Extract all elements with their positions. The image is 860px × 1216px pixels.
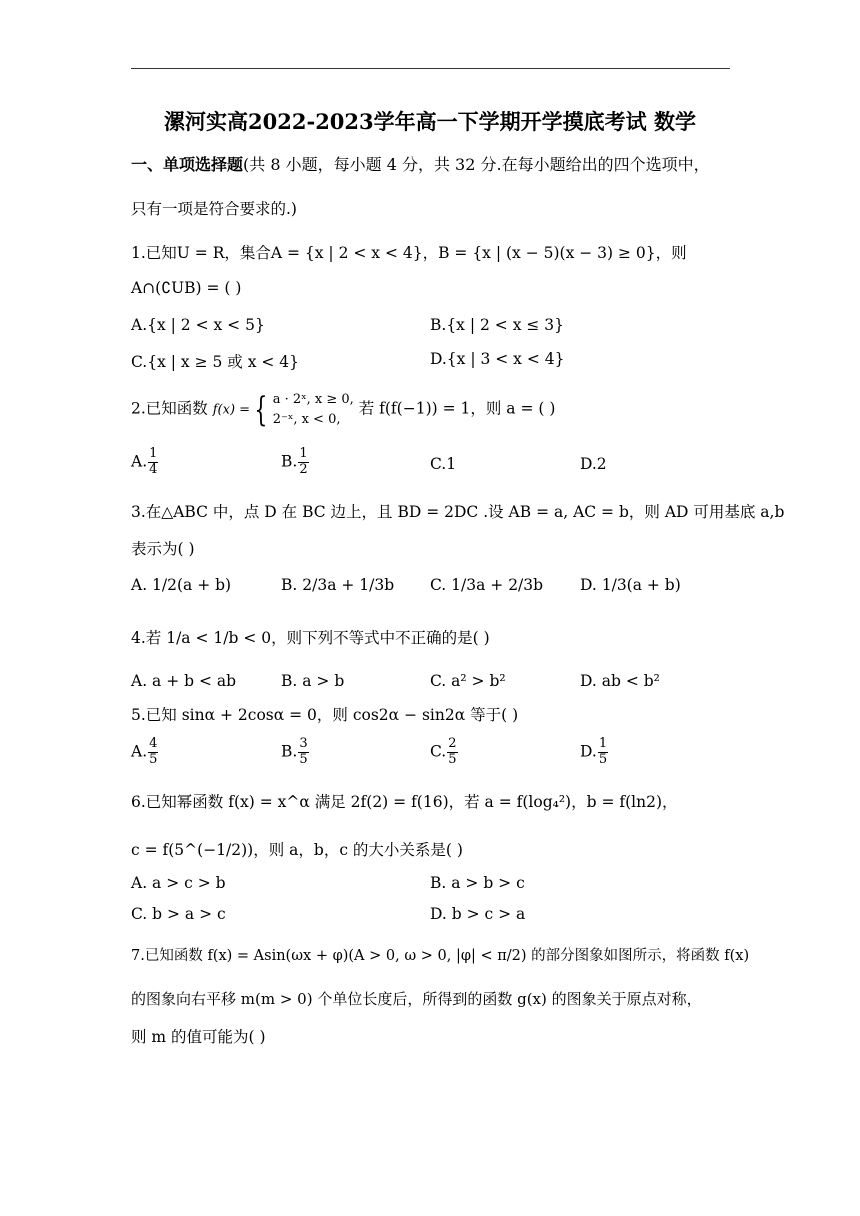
section-heading [131, 152, 710, 175]
q4-option-d: D. ab < b² [580, 672, 660, 690]
q5-option-b: B. $\frac{3}{5}$ [281, 736, 308, 767]
q6-option-b: B. a > b > c [430, 874, 525, 892]
q1-option-d: D.{x | 3 < x < 4} [430, 350, 565, 368]
page-title: 漯河实高2022-2023学年高一下学期开学摸底考试 数学 [164, 109, 696, 134]
q1-stem: 1.已知U = R，集合A = {x | 2 < x < 4}，B = {x | (x − 5)(x − 3) ≥ 0}，则 [131, 244, 687, 262]
q4-option-a: A. a + b < ab [131, 672, 237, 690]
q3-option-a: A. 1/2(a + b) [131, 576, 232, 594]
section-note: (共 8 小题，每小题 4 分，共 32 分.在每小题给出的四个选项中， [243, 155, 710, 174]
q2-option-a: A. $\frac{1}{4}$ [131, 446, 158, 477]
q4-stem: 4.若 1/a < 1/b < 0，则下列不等式中不正确的是( ) [131, 629, 490, 647]
q5-stem: 5.已知 sinα + 2cosα = 0，则 cos2α − sin2α 等于( ) [131, 706, 519, 724]
q3-option-c: C. 1/3a + 2/3b [430, 576, 544, 594]
q3-stem-cont: 表示为( ) [131, 540, 195, 558]
q6-option-a: A. a > c > b [131, 874, 226, 892]
section-title: 一、单项选择题 [131, 155, 244, 174]
q5-option-a: A. $\frac{4}{5}$ [131, 736, 158, 767]
q5-option-d: D. $\frac{1}{5}$ [580, 736, 608, 767]
q4-option-c: C. a² > b² [430, 672, 506, 690]
q3-option-d: D. 1/3(a + b) [580, 576, 681, 594]
section-note-cont: 只有一项是符合要求的.) [131, 200, 297, 218]
q3-stem: 3.在△ABC 中，点 D 在 BC 边上，且 BD = 2DC .设 AB = a, AC = b，则 AD 可用基底 a,b [131, 503, 785, 521]
q2-brace: { [254, 389, 268, 430]
q2-suffix: 若 f(f(−1)) = 1，则 a = ( ) [358, 399, 556, 418]
q2-case-1: a · 2ˣ, x ≥ 0, [272, 392, 354, 407]
q7-stem-cont: 的图象向右平移 m(m > 0) 个单位长度后，所得到的函数 g(x) 的图象关于原点对称， [131, 990, 702, 1008]
q6-option-d: D. b > c > a [430, 905, 526, 923]
q2-fx: f(x) = [212, 402, 251, 418]
q2-stem [131, 390, 555, 429]
q6-stem-cont: c = f(5^(−1/2))，则 a，b，c 的大小关系是( ) [131, 841, 463, 859]
q2-prefix: 2.已知函数 [131, 399, 208, 418]
q1-option-c: C.{x | x ≥ 5 或 x < 4} [131, 353, 300, 371]
q1-option-b: B.{x | 2 < x ≤ 3} [430, 316, 565, 334]
q5-option-c: C. $\frac{2}{5}$ [430, 736, 457, 767]
q7-stem: 7.已知函数 f(x) = Asin(ωx + φ)(A > 0, ω > 0, |φ| < π/2) 的部分图象如图所示，将函数 f(x) [131, 948, 750, 964]
q2-option-c: C.1 [430, 455, 457, 473]
q2-option-b: B. $\frac{1}{2}$ [281, 446, 308, 477]
q6-stem: 6.已知幂函数 f(x) = x^α 满足 2f(2) = f(16)，若 a = f(log₄²)，b = f(ln2)， [131, 793, 678, 811]
q7-stem-cont-2: 则 m 的值可能为( ) [131, 1028, 266, 1046]
q1-stem-cont: A∩(∁UB) = ( ) [131, 279, 242, 297]
q4-option-b: B. a > b [281, 672, 345, 690]
q2-cases [273, 390, 354, 429]
header-rule [131, 68, 730, 69]
q2-option-d: D.2 [580, 455, 607, 473]
q6-option-c: C. b > a > c [131, 905, 226, 923]
q2-case-2: 2⁻ˣ, x < 0, [272, 411, 341, 427]
q3-option-b: B. 2/3a + 1/3b [281, 576, 395, 594]
q1-option-a: A.{x | 2 < x < 5} [131, 316, 265, 334]
